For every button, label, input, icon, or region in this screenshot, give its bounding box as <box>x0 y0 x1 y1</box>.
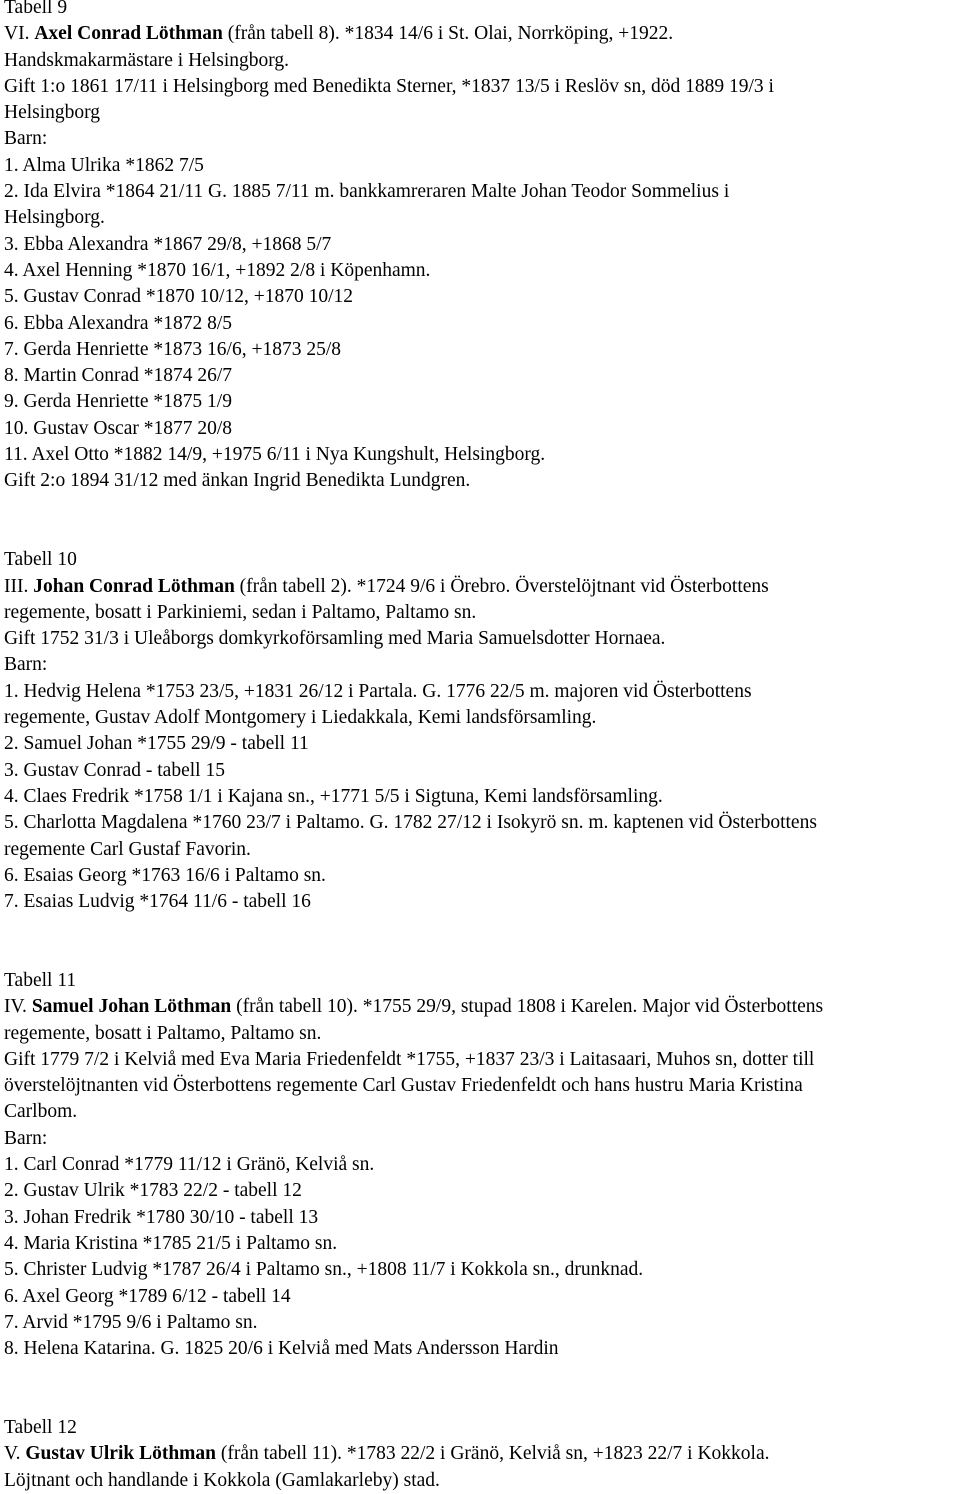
child-entry: 9. Gerda Henriette *1875 1/9 <box>4 391 232 413</box>
person-heading-cont: regemente, bosatt i Paltamo, Paltamo sn. <box>4 1022 322 1044</box>
child-entry: 11. Axel Otto *1882 14/9, +1975 6/11 i Nya Kungshult, Helsingborg. <box>4 444 546 466</box>
document-page <box>4 0 960 1494</box>
occupation-line: Handskmakarmästare i Helsingborg. <box>4 49 290 71</box>
generation-number: III. <box>4 575 34 597</box>
person-heading-cont: regemente, bosatt i Parkiniemi, sedan i Paltamo, Paltamo sn. <box>4 601 477 623</box>
children-label: Barn: <box>4 128 48 150</box>
child-entry-cont: regemente Carl Gustaf Favorin. <box>4 838 251 860</box>
child-entry: 8. Martin Conrad *1874 26/7 <box>4 365 233 387</box>
person-heading <box>4 994 960 1020</box>
generation-number: V. <box>4 1443 26 1465</box>
section-spacer <box>4 495 960 548</box>
person-heading <box>4 21 960 47</box>
child-entry: 5. Gustav Conrad *1870 10/12, +1870 10/12 <box>4 286 353 308</box>
child-entry: 6. Ebba Alexandra *1872 8/5 <box>4 312 232 334</box>
child-entry: 7. Arvid *1795 9/6 i Paltamo sn. <box>4 1311 258 1333</box>
marriage-line-cont: Helsingborg <box>4 102 101 124</box>
children-label: Barn: <box>4 654 48 676</box>
child-entry: 4. Claes Fredrik *1758 1/1 i Kajana sn., +1771 5/5 i Sigtuna, Kemi landsförsamling. <box>4 785 663 807</box>
section-title: Tabell 12 <box>4 1417 77 1439</box>
section-tabell-12 <box>4 1415 960 1494</box>
child-entry: 2. Samuel Johan *1755 29/9 - tabell 11 <box>4 733 309 755</box>
child-entry: 7. Esaias Ludvig *1764 11/6 - tabell 16 <box>4 891 311 913</box>
generation-number: IV. <box>4 996 32 1018</box>
marriage-line: Gift 1:o 1861 17/11 i Helsingborg med Benedikta Sterner, *1837 13/5 i Reslöv sn, död 1889 19/3 i <box>4 75 774 97</box>
person-name: Gustav Ulrik Löthman <box>25 1443 217 1465</box>
person-heading <box>4 1441 960 1467</box>
generation-number: VI. <box>4 23 35 45</box>
child-entry: 8. Helena Katarina. G. 1825 20/6 i Kelviå med Mats Andersson Hardin <box>4 1338 559 1360</box>
child-entry: 10. Gustav Oscar *1877 20/8 <box>4 417 233 439</box>
child-entry: 1. Hedvig Helena *1753 23/5, +1831 26/12 i Partala. G. 1776 22/5 m. majoren vid Österbottens <box>4 680 752 702</box>
section-tabell-10 <box>4 547 960 915</box>
child-entry: 5. Charlotta Magdalena *1760 23/7 i Paltamo. G. 1782 27/12 i Isokyrö sn. m. kaptenen vid Österbottens <box>4 812 817 834</box>
section-tabell-9 <box>4 0 960 495</box>
child-entry: 6. Axel Georg *1789 6/12 - tabell 14 <box>4 1285 291 1307</box>
section-spacer <box>4 915 960 968</box>
child-entry-cont: Helsingborg. <box>4 207 105 229</box>
child-entry: 4. Maria Kristina *1785 21/5 i Paltamo sn. <box>4 1232 338 1254</box>
occupation-line: Löjtnant och handlande i Kokkola (Gamlakarleby) stad. <box>4 1469 440 1491</box>
child-entry: 2. Gustav Ulrik *1783 22/2 - tabell 12 <box>4 1180 302 1202</box>
person-name: Axel Conrad Löthman <box>34 23 223 45</box>
section-title: Tabell 9 <box>4 0 68 18</box>
section-title: Tabell 10 <box>4 549 77 571</box>
section-tabell-11 <box>4 968 960 1362</box>
child-entry-cont: regemente, Gustav Adolf Montgomery i Liedakkala, Kemi landsförsamling. <box>4 707 597 729</box>
marriage-line-cont: överstelöjtnanten vid Österbottens regemente Carl Gustav Friedenfeldt och hans hustru Maria Kristina <box>4 1075 803 1097</box>
person-details: (från tabell 10). *1755 29/9, stupad 1808 i Karelen. Major vid Österbottens <box>231 996 824 1018</box>
child-entry: 5. Christer Ludvig *1787 26/4 i Paltamo sn., +1808 11/7 i Kokkola sn., drunknad. <box>4 1259 644 1281</box>
section-spacer <box>4 1362 960 1415</box>
person-details: (från tabell 8). *1834 14/6 i St. Olai, Norrköping, +1922. <box>222 23 674 45</box>
child-entry: 6. Esaias Georg *1763 16/6 i Paltamo sn. <box>4 864 326 886</box>
child-entry: 2. Ida Elvira *1864 21/11 G. 1885 7/11 m. bankkamreraren Malte Johan Teodor Sommelius i <box>4 181 730 203</box>
section-title: Tabell 11 <box>4 969 77 991</box>
children-label: Barn: <box>4 1127 48 1149</box>
marriage-line: Gift 2:o 1894 31/12 med änkan Ingrid Benedikta Lundgren. <box>4 470 471 492</box>
marriage-line-cont: Carlbom. <box>4 1101 78 1123</box>
child-entry: 3. Ebba Alexandra *1867 29/8, +1868 5/7 <box>4 233 332 255</box>
child-entry: 3. Johan Fredrik *1780 30/10 - tabell 13 <box>4 1206 319 1228</box>
child-entry: 4. Axel Henning *1870 16/1, +1892 2/8 i Köpenhamn. <box>4 259 431 281</box>
person-heading <box>4 574 960 600</box>
person-details: (från tabell 2). *1724 9/6 i Örebro. Överstelöjtnant vid Österbottens <box>234 575 769 597</box>
child-entry: 1. Carl Conrad *1779 11/12 i Gränö, Kelviå sn. <box>4 1154 375 1176</box>
marriage-line: Gift 1752 31/3 i Uleåborgs domkyrkoförsamling med Maria Samuelsdotter Hornaea. <box>4 628 666 650</box>
child-entry: 1. Alma Ulrika *1862 7/5 <box>4 154 204 176</box>
person-name: Samuel Johan Löthman <box>31 996 232 1018</box>
child-entry: 3. Gustav Conrad - tabell 15 <box>4 759 225 781</box>
person-details: (från tabell 11). *1783 22/2 i Gränö, Kelviå sn, +1823 22/7 i Kokkola. <box>216 1443 770 1465</box>
person-name: Johan Conrad Löthman <box>33 575 235 597</box>
child-entry: 7. Gerda Henriette *1873 16/6, +1873 25/8 <box>4 338 342 360</box>
marriage-line: Gift 1779 7/2 i Kelviå med Eva Maria Friedenfeldt *1755, +1837 23/3 i Laitasaari, Muhos sn, dotter till <box>4 1048 815 1070</box>
